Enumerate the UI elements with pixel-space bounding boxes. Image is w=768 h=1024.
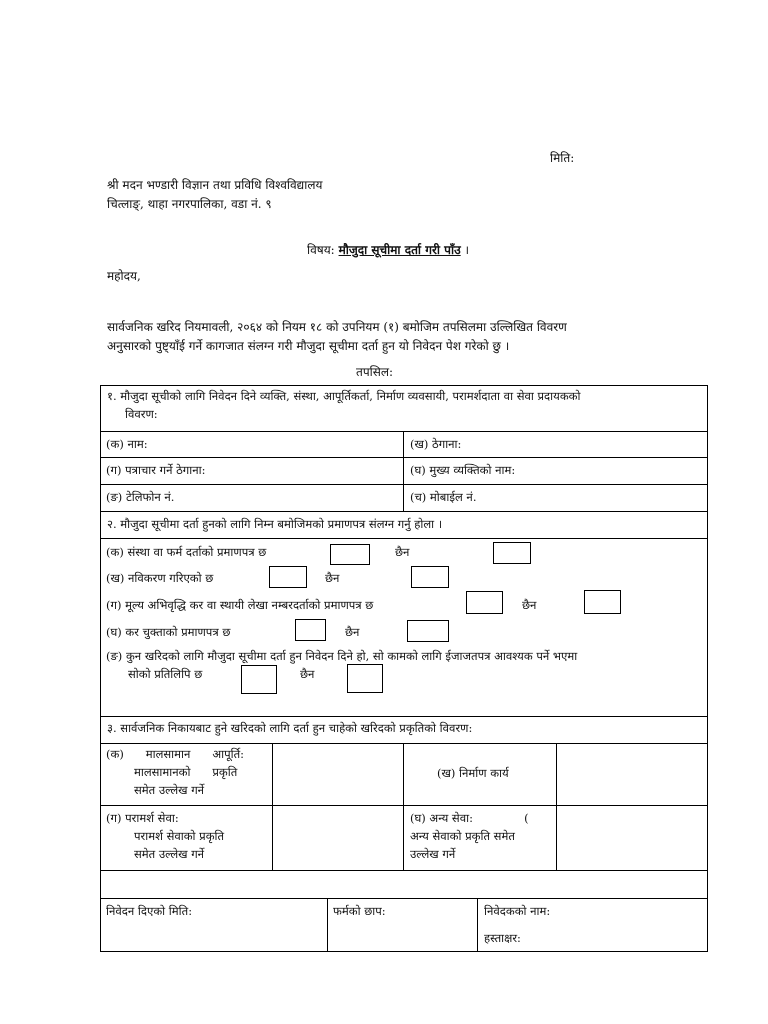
goods-supply-line1: (क) मालसामान आपूर्ति: <box>106 747 245 761</box>
checkbox-d-yes[interactable] <box>295 619 326 641</box>
applicant-name-label: निवेदकको नाम: <box>484 904 551 918</box>
checkbox-a-no[interactable] <box>493 542 531 564</box>
cert-item-a-no: छैन <box>395 545 410 559</box>
checkbox-e-no[interactable] <box>347 664 383 693</box>
section1-title-line2: विवरण: <box>125 407 158 421</box>
cert-item-e-line2: सोको प्रतिलिपि छ <box>128 667 203 681</box>
cert-item-b: (ख) नविकरण गरिएको छ <box>106 571 214 585</box>
other-service-line1: (घ) अन्य सेवा: ( <box>410 811 529 825</box>
section2-title: २. मौजुदा सूचीमा दर्ता हुनको लागि निम्न बमोजिमको प्रमाणपत्र संलग्न गर्नु होला । <box>107 517 443 531</box>
salutation: महोदय, <box>107 269 141 283</box>
construction-work-label: (ख) निर्माण कार्य <box>437 766 509 780</box>
checkbox-b-no[interactable] <box>411 566 449 588</box>
cert-item-c-no: छैन <box>522 598 537 612</box>
consulting-service-line3: समेत उल्लेख गर्ने <box>134 847 205 861</box>
field-address-label: (ख) ठेगाना: <box>410 437 462 451</box>
cert-item-e-no: छैन <box>300 667 315 681</box>
body-line1: सार्वजनिक खरिद नियमावली, २०६४ को नियम १८ को उपनियम (१) बमोजिम तपसिलमा उल्लिखित विवरण <box>107 320 567 334</box>
firm-stamp-label: फर्मको छाप: <box>333 904 386 918</box>
consulting-service-line1: (ग) परामर्श सेवा: <box>106 811 179 825</box>
goods-supply-line2: मालसामानको प्रकृति <box>134 765 238 779</box>
recipient-line2: चित्लाङ्, थाहा नगरपालिका, वडा नं. ९ <box>107 197 272 211</box>
cert-item-e-line1: (ङ) कुन खरिदको लागि मौजुदा सूचीमा दर्ता हुन निवेदन दिने हो, सो कामको लागि ईजाजतपत्र आवश्यक पर्ने भएमा <box>106 649 578 663</box>
consulting-service-line2: परामर्श सेवाको प्रकृति <box>134 829 225 843</box>
cert-item-d: (घ) कर चुक्ताको प्रमाणपत्र छ <box>106 625 231 639</box>
checkbox-e-yes[interactable] <box>241 665 277 694</box>
subject-end: । <box>464 243 470 257</box>
field-name-label: (क) नाम: <box>106 437 148 451</box>
date-label: मिति: <box>550 151 575 165</box>
subject-line <box>307 241 469 258</box>
cert-item-a: (क) संस्था वा फर्म दर्ताको प्रमाणपत्र छ <box>106 545 267 559</box>
cert-item-c: (ग) मूल्य अभिवृद्धि कर वा स्थायी लेखा नम्बरदर्ताको प्रमाणपत्र छ <box>106 598 374 612</box>
field-key-person-label: (घ) मुख्य व्यक्तिको नाम: <box>410 463 516 477</box>
tapsil-heading: तपसिल: <box>356 365 394 379</box>
checkbox-b-yes[interactable] <box>269 566 307 588</box>
cert-item-d-no: छैन <box>345 625 360 639</box>
checkbox-c-yes[interactable] <box>466 591 503 614</box>
checkbox-d-no[interactable] <box>407 620 449 642</box>
section1-title-line1: १. मौजुदा सूचीको लागि निवेदन दिने व्यक्ति, संस्था, आपूर्तिकर्ता, निर्माण व्यवसायी, परामर्शदाता वा सेवा प्रदायकको <box>107 389 581 403</box>
section3-title: ३. सार्वजनिक निकायबाट हुने खरिदको लागि दर्ता हुन चाहेको खरिदको प्रकृतिको विवरण: <box>107 721 473 735</box>
other-service-line3: उल्लेख गर्ने <box>410 847 456 861</box>
checkbox-c-no[interactable] <box>584 590 621 614</box>
cert-item-b-no: छैन <box>325 571 340 585</box>
field-mobile-label: (च) मोबाईल नं. <box>410 490 477 504</box>
application-date-label: निवेदन दिएको मिति: <box>106 904 193 918</box>
goods-supply-line3: समेत उल्लेख गर्ने <box>134 783 205 797</box>
subject-text: मौजुदा सूचीमा दर्ता गरी पाँउ <box>338 243 461 257</box>
field-correspondence-label: (ग) पत्राचार गर्ने ठेगाना: <box>106 463 206 477</box>
subject-label: विषय: <box>307 243 335 257</box>
body-line2: अनुसारको पुष्ट्याँई गर्ने कागजात संलग्न गरी मौजुदा सूचीमा दर्ता हुन यो निवेदन पेश गरेको छु । <box>107 339 510 353</box>
signature-label: हस्ताक्षर: <box>484 931 521 945</box>
recipient-line1: श्री मदन भण्डारी विज्ञान तथा प्रविधि विश्वविद्यालय <box>107 178 323 192</box>
other-service-line2: अन्य सेवाको प्रकृति समेत <box>410 829 515 843</box>
checkbox-a-yes[interactable] <box>330 544 370 565</box>
field-telephone-label: (ङ) टेलिफोन नं. <box>106 490 175 504</box>
